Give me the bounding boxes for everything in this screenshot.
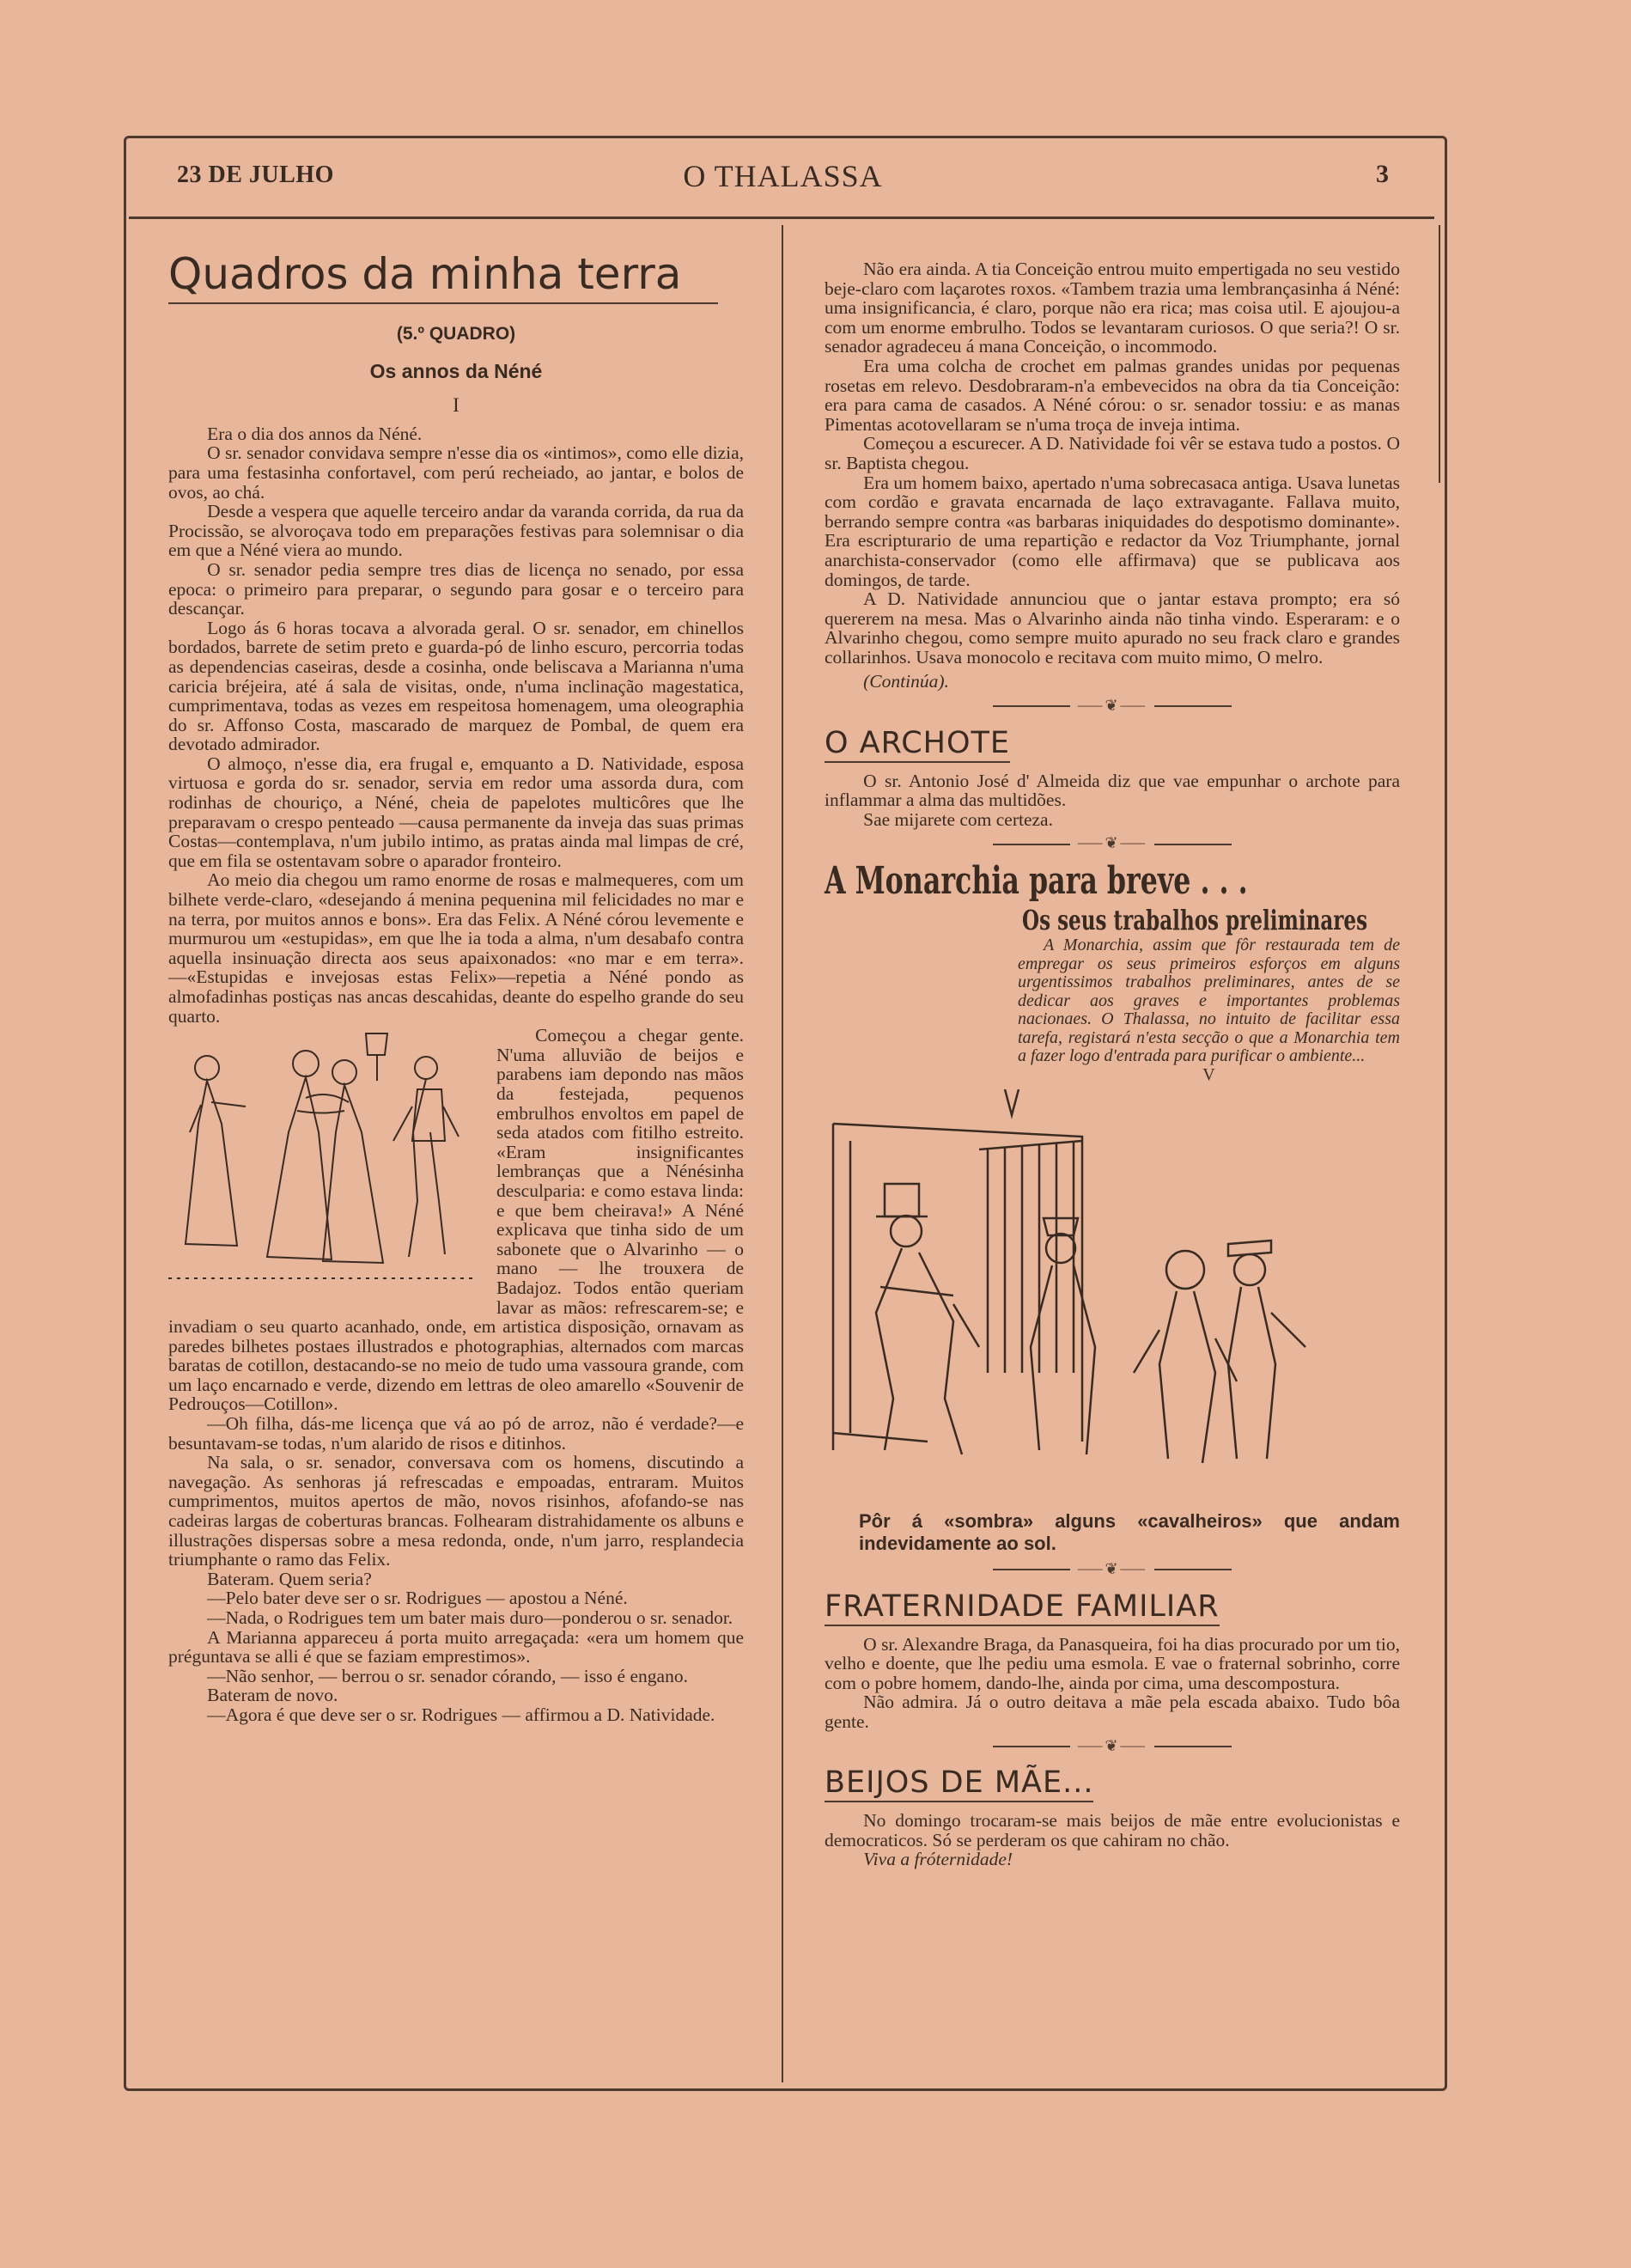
monarchia-numeral: V [1202, 1064, 1215, 1084]
paragraph: A Marianna appareceu á porta muito arregaçada: «era um homem que préguntava se alli é que se faziam emprestimos». [168, 1626, 744, 1667]
paragraph: Era um homem baixo, apertado n'uma sobrecasaca antiga. Usava lunetas com cordão e gravata encarnada de laço extravagante. Fallava muito, berrando sempre contra «as barbaras iniquidades do despotismo dominante». Era escripturario de uma repartição e redactor da Voz Triumphante, jornal anarchista-conservador (como elle affirmava) que se publicava aos domingos, de tarde. [825, 472, 1400, 590]
paragraph: —Agora é que deve ser o sr. Rodrigues — affirmou a D. Natividade. [207, 1704, 715, 1725]
issue-date: 23 DE JULHO [177, 162, 334, 188]
article-title: Quadros da minha terra [168, 249, 718, 304]
right-column [825, 259, 1400, 1869]
cartoon-caption: Pôr á «sombra» alguns «cavalheiros» que andam indevidamente ao sol. [859, 1510, 1400, 1555]
paragraph: O almoço, n'esse dia, era frugal e, emquanto a D. Natividade, esposa virtuosa e gorda do sr. senador, servia em redor uma assorda dura, com rodinhas de chouriço, a Néné, cheia de papelotes multicôres que lhe preparavam o crespo penteado —causa permanente da inveja das suas primas Costas—contemplava, n'um jubilo intimo, as pratas ainda mal limpas de cré, que em fila se ostentavam sobre o aparador fronteiro. [168, 753, 744, 871]
monarchia-lead [1018, 936, 1400, 1084]
paragraph: No domingo trocaram-se mais beijos de mãe entre evolucionistas e democraticos. Só se perderam os que cahiram no chão. [825, 1810, 1400, 1850]
paragraph: Na sala, o sr. senador, conversava com os homens, discutindo a navegação. As senhoras já refrescadas e empoadas, entraram. Muitos cumprimentos, muitos apertos de mão, novos risinhos, afofando-se nas cadeiras largas de coberturas brancas. Folhearam distrahidamente os albuns e illustrações dispersas sobre a mesa redonda, onde, n'um jarro, resplandecia triumphante o ramo das Felix. [168, 1452, 744, 1570]
paragraph: Não admira. Já o outro deitava a mãe pela escada abaixo. Tudo bôa gente. [825, 1692, 1400, 1732]
paragraph: Começou a escurecer. A D. Natividade foi vêr se estava tudo a postos. O sr. Baptista chegou. [825, 433, 1400, 473]
ornament-divider: ⸺❦⸺ [825, 1560, 1400, 1580]
paragraph: O sr. Alexandre Braga, da Panasqueira, foi ha dias procurado por um tio, velho e doente, que lhe pediu uma esmola. E vae o fraternal sobrinho, corre com o pobre homem, dando-lhe, ainda por cima, uma descompostura. [825, 1633, 1400, 1693]
beijos-heading: BEIJOS DE MÃE... [825, 1765, 1093, 1802]
paragraph: Não era ainda. A tia Conceição entrou muito empertigada no seu vestido beje-claro com laçarotes roxos. «Tambem trazia uma lembrançasinha á Néné: uma insignificancia, é claro, porque não era rica; mas coisa util. E ajoujou-a com um enorme embrulho. Todos se levantaram curiosos. O que seria?! O sr. senador agradeceu á mana Conceição, o incommodo. [825, 259, 1400, 357]
ornament-divider: ⸺❦⸺ [825, 1737, 1400, 1757]
lead-text: A Monarchia, assim que fôr restaurada tem de empregar os seus primeiros esforços em alguns urgentissimos trabalhos preliminares, antes de se dedicar aos graves e importantes problemas nacionaes. O Thalassa, no intuito de facilitar essa tarefa, registará n'esta secção o que a Monarchia tem a fazer logo d'entrada para purificar o ambiente... [1018, 936, 1400, 1066]
paragraph: O sr. senador convidava sempre n'esse dia os «intimos», como elle dizia, para uma festasinha confortavel, com perú recheiado, ao jantar, e bolos de ovos, ao chá. [168, 442, 744, 503]
continua-note: (Continúa). [863, 671, 949, 692]
paragraph: —Oh filha, dás-me licença que vá ao pó de arroz, não é verdade?—e besuntavam-se todas, n'um alarido de risos e ditinhos. [168, 1413, 744, 1454]
paragraph: Viva a fróternidade! [863, 1849, 1013, 1870]
paragraph: O sr. senador pedia sempre tres dias de licença no senado, por essa epoca: o primeiro para preparar, o segundo para gosar e o terceiro para descançar. [168, 558, 744, 619]
page-number: 3 [1376, 160, 1389, 188]
paragraph: Logo ás 6 horas tocava a alvorada geral. O sr. senador, em chinellos bordados, barrete de setim preto e guarda-pó de linho escuro, percorria todas as dependencias caseiras, desde a cosinha, onde beliscava a Marianna n'uma caricia bréjeira, até á sala de visitas, onde, n'uma inclinação magestatica, cumprimentava, todas as vezes em respeitosa homenagem, uma oleographia do sr. Affonso Costa, mascarado de marquez de Pombal, de quem era devotado admirador. [168, 617, 744, 755]
paragraph: Bateram de novo. [207, 1685, 338, 1706]
paragraph: —Nada, o Rodrigues tem um bater mais duro—ponderou o sr. senador. [207, 1607, 733, 1628]
paragraph: Bateram. Quem seria? [207, 1568, 372, 1589]
paragraph: O sr. Antonio José d' Almeida diz que vae empunhar o archote para inflammar a alma das multidões. [825, 770, 1400, 811]
masthead [124, 153, 1442, 201]
paragraph: Desde a vespera que aquelle terceiro andar da varanda corrida, da rua da Procissão, se alvoroçava todo em preparações festivas para solemnisar o dia em que a Néné viera ao mundo. [168, 501, 744, 561]
left-column [168, 249, 744, 1725]
monarchia-subheading: Os seus trabalhos preliminares [1022, 904, 1368, 937]
paragraph: Era o dia dos annos da Néné. [207, 423, 423, 444]
right-column-edge [1439, 225, 1440, 483]
paragraph: Ao meio dia chegou um ramo enorme de rosas e malmequeres, com um bilhete verde-claro, «desejando á menina pequenina mil felicidades no mar e na terra, por muitos annos e bons». Era das Felix. A Néné córou levemente e murmurou um «estupidas», em que lhe ia toda a alma, n'um desabafo contra aquella insinuação directa aos seus apaixonados: «no mar e em terra».—«Estupidas e invejosas estas Felix»—repetia a Néné pondo as almofadinhas postiças nas ancas descahidas, deante do espelho grande do seu quarto. [168, 869, 744, 1027]
paragraph: Era uma colcha de crochet em palmas grandes unidas por pequenas rosetas em relevo. Desdobraram-n'a embevecidos na obra da tia Conceição: era para cama de casados. A Néné córou: o sr. senador tossiu: e as manas Pimentas acotovellaram se n'uma troça de inveja intima. [825, 355, 1400, 435]
paragraph: Começou a chegar gente. N'uma alluvião de beijos e parabens iam depondo nas mãos da festejada, pequenos embrulhos envoltos em papel de seda atados com fitilho estreito. «Eram insignificantes lembranças que a Nénésinha desculparia: e como estava linda: e que bem cheirava!» A Néné explicava que tinha sido de um sabonete que o Alvarinho — o mano — lhe trouxera de Badajoz. Todos então queriam lavar as mãos: refrescarem-se; e invadiam o seu quarto acanhado, onde, em artistica disposição, ornavam as paredes bilhetes postaes illustrados e photographias, alternados com marcas baratas de cotillon, destacando-se no meio de tudo uma vassoura grande, com um laço encarnado e verde, dizendo em lettras de oleo amarello «Souvenir de Pedrouços—Cotillon». [168, 1025, 744, 1415]
article-subtitle: Os annos da Néné [369, 359, 543, 382]
archote-heading: O ARCHOTE [825, 725, 1010, 763]
paragraph: —Pelo bater deve ser o sr. Rodrigues — apostou a Néné. [207, 1588, 628, 1609]
fraternidade-heading: FRATERNIDADE FAMILIAR [825, 1588, 1220, 1626]
newspaper-title: O THALASSA [683, 159, 883, 193]
chapter-numeral: I [453, 394, 459, 417]
header-rule [129, 216, 1434, 219]
illustration-ladies-greeting [168, 1029, 486, 1304]
illustration-men-into-shade [825, 1089, 1400, 1502]
column-divider [782, 225, 783, 2082]
paragraph: Sae mijarete com certeza. [863, 808, 1053, 830]
paragraph: A D. Natividade annunciou que o jantar estava prompto; era só quererem na mesa. Mas o Alvarinho ainda não tinha vindo. Esperaram: e o Alvarinho chegou, como sempre muito apurado no seu frack claro e grandes collarinhos. Usava monocolo e recitava com muito mimo, O melro. [825, 588, 1400, 668]
ornament-divider: ⸺❦⸺ [825, 834, 1400, 854]
quadro-number: (5.º QUADRO) [396, 324, 516, 344]
monarchia-heading: A Monarchia para breve . . . [825, 859, 1248, 904]
ornament-divider: ⸺❦⸺ [825, 697, 1400, 716]
paragraph: —Não senhor, — berrou o sr. senador córando, — isso é engano. [207, 1665, 688, 1686]
